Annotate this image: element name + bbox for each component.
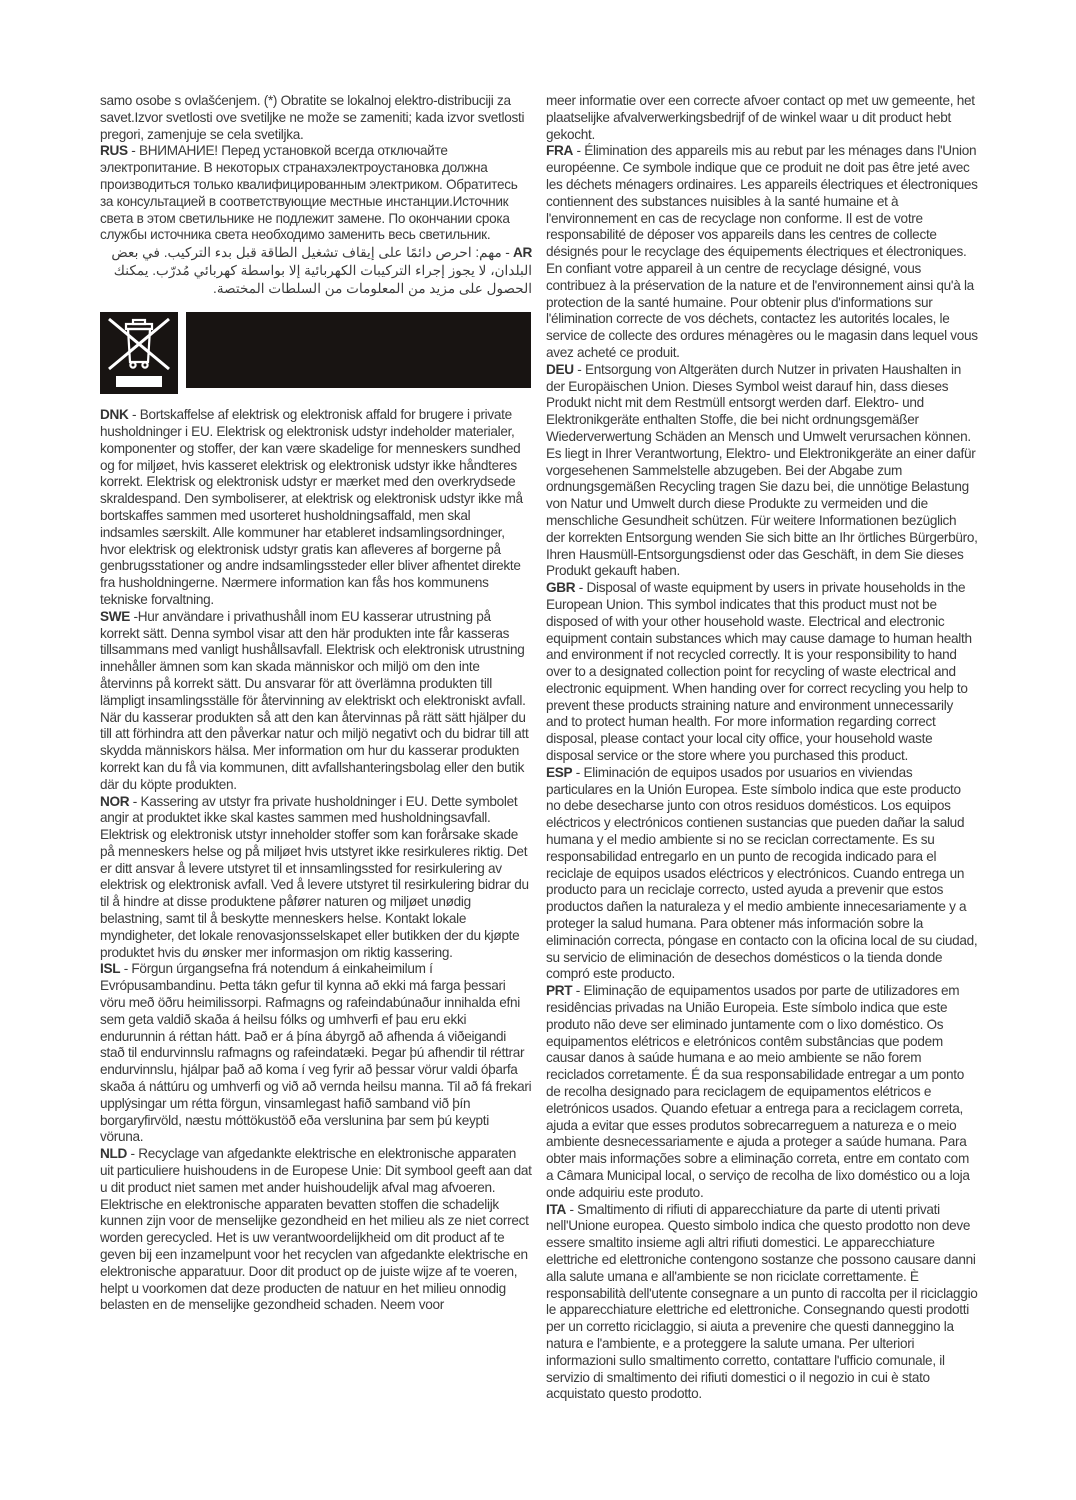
language-code-fra: FRA xyxy=(546,143,574,159)
language-code-prt: PRT xyxy=(546,983,573,999)
paragraph-swe xyxy=(100,609,532,794)
paragraph-body-fra: - Élimination des appareils mis au rebut par les ménages dans l'Union européenne. Ce symbole indique que ce produit ne doit pas être jeté avec les déchets ménagers ordinaires. Les appareils électriques et électroniques contiennent des substances nuisibles à la santé humaine et à l'environnement en cas de recyclage non conforme. Il est de votre responsabilité de déposer vos appareils dans les centres de collecte désignés pour le recyclage des équipements électriques et électroniques. En confiant votre appareil à un centre de recyclage désigné, vous contribuez à la préservation de la nature et de l'environnement ainsi qu'à la protection de la santé humaine. Pour obtenir plus d'informations sur l'élimination correcte de vos déchets, contactez les autorités locales, le service de collecte des ordures ménagères ou le magasin dans lequel vous avez acheté ce produit. xyxy=(546,143,978,360)
paragraph-body-gbr: - Disposal of waste equipment by users in private households in the European Union. This symbol indicates that this product must not be disposed of with your other household waste. Electrical and electronic equipment contain substances which may cause damage to human health and environment if not recycled correctly. It is your responsibility to hand over to a designated collection point for recycling of waste electrical and electronic equipment. When handing over for correct recycling you help to prevent these products straining nature and environment unnecessarily and to protect human health. For more information regarding correct disposal, please contact your local city office, your household waste disposal service or the store where you purchased this product. xyxy=(546,580,972,764)
paragraph-body-esp: - Eliminación de equipos usados por usuarios en viviendas particulares en la Unión Europea. Este símbolo indica que este producto no debe desecharse junto con otros residuos domésticos. Los equipos eléctricos y electrónicos contienen sustancias que pueden dañar la salud humana y el medio ambiente si no se reciclan correctamente. Es su responsabilidad entregarlo en un punto de recogida indicado para el reciclaje de equipos usados eléctricos y electrónicos. Cuando entrega un producto para un reciclaje correcto, usted ayuda a prevenir que estos productos dañen la naturaleza y el medio ambiente innecesariamente y a proteger la salud humana. Para obtener más información sobre la eliminación correcta, póngase en contacto con la oficina local de su ciudad, su servicio de eliminación de desechos domésticos o la tienda donde compró este producto. xyxy=(546,764,978,982)
paragraph-body-ita: - Smaltimento di rifiuti di apparecchiature da parte di utenti privati nell'Unione europea. Questo simbolo indica che questo prodotto non deve essere smaltito insieme agli altri rifiuti domestici. Le apparecchiature elettriche ed elettroniche contengono sostanze che possono causare danni alla salute umana e all'ambiente se non riciclate correttamente. È responsabilità dell'utente consegnare a un punto di raccolta per il riciclaggio le apparecchiature elettriche ed elettroniche. Consegnando questi prodotti per un corretto riciclaggio, si aiuta a prevenire che questi danneggino la natura e l'ambiente, e a proteggere la salute umana. Per ulteriori informazioni sullo smaltimento corretto, contattare l'ufficio comunale, il servizio di smaltimento dei rifiuti domestici o il negozio in cui è stato acquistato questo prodotto. xyxy=(546,1201,978,1402)
language-code-nor: NOR xyxy=(100,793,130,809)
paragraph-body-nor: - Kassering av utstyr fra private husholdninger i EU. Dette symbolet angir at produktet ikke skal kastes sammen med husholdningsavfall. Elektrisk og elektronisk utstyr inneholder stoffer som kan forårsake skade på menneskers helse og på miljøet hvis utstyret ikke resirkuleres riktig. Det er ditt ansvar å levere utstyret til et innsamlingssted for resirkulering av elektrisk og elektronisk avfall. Ved å levere utstyret til resirkulering bidrar du til å hindre at disse produktene påfører naturen og miljøet unødig belastning, samt til å beskytte menneskers helse. Kontakt lokale myndigheter, det lokale renovasjonsselskapet eller butikken der du kjøpte produktet hvis du ønsker mer informasjon om riktig kassering. xyxy=(100,793,529,960)
paragraph-esp xyxy=(546,765,978,983)
paragraph-body-prt: - Eliminação de equipamentos usados por parte de utilizadores em residências privadas na União Europeia. Este símbolo indica que este produto não deve ser eliminado juntamente com o lixo doméstico. Os equipamentos elétricos e eletrónicos contêm substâncias que podem causar danos à saúde humana e ao meio ambiente se não forem reciclados corretamente. É da sua responsabilidade entregar a um ponto de recolha designado para reciclagem de equipamentos elétricos e eletrónicos usados. Quando efetuar a entrega para a reciclagem correta, ajuda a evitar que esses produtos sobrecarreguem a natureza e o meio ambiente desnecessariamente e ajuda a proteger a saúde humana. Para obter mais informações sobre a eliminação correta, entre em contato com a Câmara Municipal local, o serviço de recolha de lixo doméstico ou a loja onde adquiriu este produto. xyxy=(546,983,970,1200)
paragraph-nld-continuation xyxy=(546,93,978,143)
crossed-out-wheeled-bin-icon xyxy=(100,312,178,394)
paragraph-ita xyxy=(546,1202,978,1404)
paragraph-deu xyxy=(546,362,978,580)
paragraph-nor xyxy=(100,794,532,962)
right-column xyxy=(546,93,978,1403)
language-code-ar: AR xyxy=(512,245,532,261)
solid-black-bar xyxy=(186,312,531,388)
paragraph-ar xyxy=(100,244,532,298)
paragraph-dnk xyxy=(100,407,532,609)
language-code-gbr: GBR xyxy=(546,580,576,596)
language-code-isl: ISL xyxy=(100,961,121,977)
language-code-esp: ESP xyxy=(546,764,573,780)
paragraph-body-ar: - مهم: احرص دائمًا على إيقاف تشغيل الطاقة قبل بدء التركيب. في بعض البلدان، لا يجوز إجراء التركيبات الكهربائية إلا بواسطة كهربائي مُدرّب. يمكنك الحصول على مزيد من المعلومات من السلطات المختصة. xyxy=(111,245,532,297)
intro-text: samo osobe s ovlašćenjem. (*) Obratite se lokalnoj elektro-distribuciji za savet.Izvor svetlosti ove svetiljke ne može se zameniti; kada izvor svetlosti pregori, zamenjuje se cela svetiljka. xyxy=(100,93,525,142)
language-code-rus: RUS xyxy=(100,143,128,159)
paragraph-nld xyxy=(100,1146,532,1314)
language-code-ita: ITA xyxy=(546,1201,566,1217)
paragraph-body-swe: -Hur användare i privathushåll inom EU kasserar utrustning på korrekt sätt. Denna symbol visar att den här produkten inte får kasseras tillsammans med vanligt hushållsavfall. Elektrisk och elektronisk utrustning innehåller ämnen som kan skada människor och miljö om den inte återvinns på korrekt sätt. Du ansvarar för att överlämna produkten till lämpligt insamlingsställe för återvinning av elektriskt och elektroniskt avfall. När du kasserar produkten så att den kan återvinnas på rätt sätt hjälper du till att förhindra att den påverkar natur och miljö negativt och du bidrar till att skydda människors hälsa. Mer information om hur du kasserar produkten korrekt kan du få via kommunen, ditt avfallshanteringsbolag eller den butik där du köpte produkten. xyxy=(100,608,529,792)
language-code-deu: DEU xyxy=(546,361,574,377)
paragraph-body-deu: - Entsorgung von Altgeräten durch Nutzer in privaten Haushalten in der Europäischen Union. Dieses Symbol weist darauf hin, dass dieses Produkt nicht mit dem Restmüll entsorgt werden darf. Elektro- und Elektronikgeräte enthalten Stoffe, die bei nicht ordnungsgemäßer Wiederverwertung Schäden an Mensch und Umwelt verursachen können. Es liegt in Ihrer Verantwortung, Elektro- und Elektronikgeräte an einer dafür vorgesehenen Sammelstelle abzugeben. Bei der Abgabe zum ordnungsgemäßen Recycling tragen Sie dazu bei, die unnötige Belastung von Natur und Umwelt durch diese Produkte zu vermeiden und die menschliche Gesundheit schützen. Für weitere Informationen bezüglich der korrekten Entsorgung wenden Sie sich bitte an Ihr örtliches Bürgerbüro, Ihren Hausmüll-Entsorgungsdienst oder das Geschäft, in dem Sie dieses Produkt gekauft haben. xyxy=(546,361,978,579)
paragraph-body-nld: - Recyclage van afgedankte elektrische en elektronische apparaten uit particuliere huishoudens in de Europese Unie: Dit symbool geeft aan dat u dit product niet samen met ander huishoudelijk afval mag afvoeren. Elektrische en elektronische apparaten bevatten stoffen die schadelijk kunnen zijn voor de menselijke gezondheid en het milieu als ze niet correct worden gerecycled. Het is uw verantwoordelijkheid om dit product af te geven bij een inzamelpunt voor het recyclen van afgedankte elektrische en elektronische apparatuur. Door dit product op de juiste wijze af te voeren, helpt u voorkomen dat deze producten de natuur en het milieu onnodig belasten en de menselijke gezondheid schaden. Neem voor xyxy=(100,1146,532,1313)
language-code-nld: NLD xyxy=(100,1146,128,1162)
paragraph-prt xyxy=(546,983,978,1201)
paragraph-body-isl: - Förgun úrgangsefna frá notendum á einkaheimilum í Evrópusambandinu. Þetta tákn gefur til kynna að ekki má farga þessari vöru með öðru heimilissorpi. Rafmagns og rafeindabúnaður innihalda efni sem geta valdið skaða á heilsu fólks og umhverfi ef þau eru ekki endurunnin á réttan hátt. Það er á þína ábyrgð að afhenda á viðeigandi stað til endurvinnslu rafmagns og rafeindatæki. Þegar þú afhendir til réttrar endurvinnslu, hjálpar það að koma í veg fyrir að þessar vörur valdi óþarfa skaða á náttúru og umhverfi og við að vernda heilsu manna. Til að fá frekari upplýsingar um rétta förgun, vinsamlegast hafið samband við þín borgaryfirvöld, næstu móttökustöð eða verslunina þar sem þú keypti vöruna. xyxy=(100,961,532,1145)
paragraph-gbr xyxy=(546,580,978,765)
paragraph-body-dnk: - Bortskaffelse af elektrisk og elektronisk affald for brugere i private husholdninger i EU. Elektrisk og elektronisk udstyr indeholder materialer, komponenter og stoffer, der kan være skadelige for menneskers sundhed og for miljøet, hvis kasseret elektrisk og elektronisk udstyr ikke håndteres korrekt. Elektrisk og elektronisk udstyr er mærket med den overkrydsede skraldespand. Den symboliserer, at elektrisk og elektronisk udstyr ikke må bortskaffes sammen med usorteret husholdningsaffald, men skal indsamles særskilt. Alle kommuner har etableret indsamlingsordninger, hvor elektrisk og elektronisk udstyr gratis kan afleveres af borgerne på genbrugsstationer og andre indsamlingssteder eller bliver afhentet direkte fra husholdningerne. Nærmere information kan fås hos kommunens tekniske forvaltning. xyxy=(100,407,523,607)
paragraph-intro-continuation xyxy=(100,93,532,143)
nld-continuation-text: meer informatie over een correcte afvoer contact op met uw gemeente, het plaatselijke afvalverwerkingsbedrijf of de winkel waar u dit product hebt gekocht. xyxy=(546,93,975,142)
weee-symbol-row xyxy=(100,312,532,394)
paragraph-isl xyxy=(100,961,532,1146)
left-column xyxy=(100,93,532,1403)
paragraph-rus xyxy=(100,143,532,244)
language-code-swe: SWE xyxy=(100,608,131,624)
two-column-text-layout xyxy=(100,93,978,1403)
paragraph-body-rus: - ВНИМАНИЕ! Перед установкой всегда отключайте электропитание. В некоторых странахэлектроустановка должна производиться только квалифицированным электриком. Обратитесь за консультацией в соответствующие местные инстанции.Источник света в этом светильнике не подлежит замене. По окончании срока службы источника света необходимо заменить весь светильник. xyxy=(100,143,518,243)
paragraph-fra xyxy=(546,143,978,361)
language-code-dnk: DNK xyxy=(100,407,129,423)
